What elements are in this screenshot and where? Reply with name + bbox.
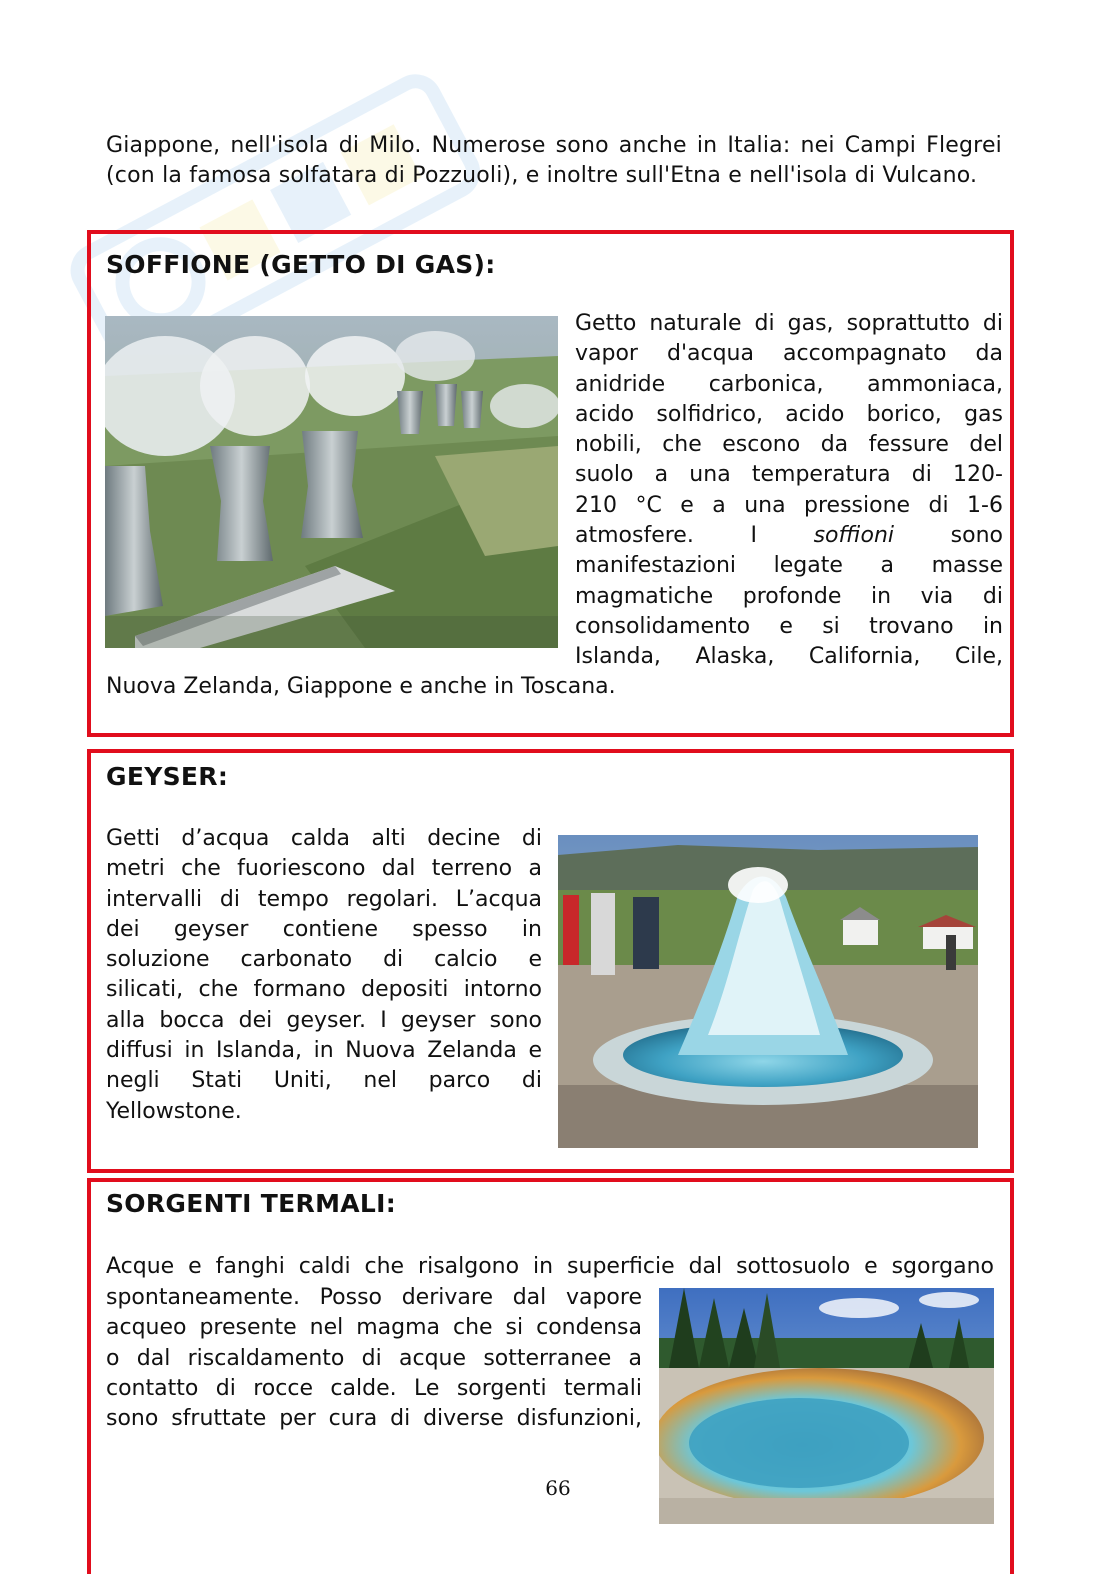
geyser-line: silicati, che formano depositi intorno bbox=[106, 977, 542, 1003]
soffione-line: acido solfidrico, acido borico, gas bbox=[575, 401, 1003, 427]
soffione-line: nobili, che escono da fessure del bbox=[575, 432, 1003, 458]
soffione-line: manifestazioni legate a masse bbox=[575, 553, 1003, 579]
geyser-text bbox=[106, 824, 542, 1127]
geyser-heading: GEYSER: bbox=[106, 762, 229, 791]
soffione-line-italic bbox=[575, 521, 1003, 551]
intro-paragraph bbox=[106, 131, 1002, 192]
sorgenti-text bbox=[106, 1283, 642, 1434]
soffione-last-line: Nuova Zelanda, Giappone e anche in Toscana. bbox=[106, 674, 616, 699]
geyser-line: Getti d’acqua calda alti decine di bbox=[106, 826, 542, 851]
sorgenti-line: o dal riscaldamento di acque sotterranee a bbox=[106, 1345, 642, 1371]
soffione-line: magmatiche profonde in via di bbox=[575, 583, 1003, 609]
geyser-line: soluzione carbonato di calcio e bbox=[106, 947, 542, 973]
sorgenti-line: contatto di rocce calde. Le sorgenti termali bbox=[106, 1375, 642, 1401]
geyser-image bbox=[558, 835, 978, 1148]
page-number: 66 bbox=[545, 1476, 571, 1500]
geothermal-plant-image bbox=[105, 316, 558, 648]
soffione-line: Getto naturale di gas, soprattutto di bbox=[575, 311, 1003, 336]
soffione-line: 210 °C e a una pressione di 1-6 bbox=[575, 492, 1003, 518]
soffione-line: suolo a una temperatura di 120- bbox=[575, 462, 1003, 488]
soffione-heading: SOFFIONE (GETTO DI GAS): bbox=[106, 250, 496, 279]
geyser-line: negli Stati Uniti, nel parco di bbox=[106, 1068, 542, 1094]
soffione-text bbox=[575, 309, 1003, 673]
geyser-line: diffusi in Islanda, in Nuova Zelanda e bbox=[106, 1038, 542, 1064]
soffione-line: Islanda, Alaska, California, Cile, bbox=[575, 644, 1003, 670]
sorgenti-line: acqueo presente nel magma che si condensa bbox=[106, 1315, 642, 1341]
sorgenti-first-line: Acque e fanghi caldi che risalgono in superficie dal sottosuolo e sgorgano bbox=[106, 1254, 994, 1279]
soffioni-italic: soffioni bbox=[813, 523, 895, 549]
soffione-word: atmosfere. bbox=[575, 523, 694, 549]
soffione-line: vapor d'acqua accompagnato da bbox=[575, 341, 1003, 367]
geyser-line: dei geyser contiene spesso in bbox=[106, 916, 542, 942]
sorgenti-line: sono sfruttate per cura di diverse disfunzioni, bbox=[106, 1406, 642, 1432]
sorgenti-line: spontaneamente. Posso derivare dal vapore bbox=[106, 1285, 642, 1310]
geyser-line: metri che fuoriescono dal terreno a bbox=[106, 856, 542, 882]
geyser-line: intervalli di tempo regolari. L’acqua bbox=[106, 886, 542, 912]
geyser-line: Yellowstone. bbox=[106, 1098, 242, 1124]
soffione-line: anidride carbonica, ammoniaca, bbox=[575, 371, 1003, 397]
geyser-line: alla bocca dei geyser. I geyser sono bbox=[106, 1007, 542, 1033]
sorgenti-heading: SORGENTI TERMALI: bbox=[106, 1189, 397, 1218]
soffione-word: I bbox=[750, 523, 757, 549]
soffione-line: consolidamento e si trovano in bbox=[575, 613, 1003, 639]
intro-text: Giappone, nell'isola di Milo. Numerose sono anche in Italia: nei Campi Flegrei (con la famosa solfatara di Pozzuoli), e inoltre sull'Etna e nell'isola di Vulcano. bbox=[106, 133, 1002, 189]
soffione-word: sono bbox=[950, 523, 1003, 549]
